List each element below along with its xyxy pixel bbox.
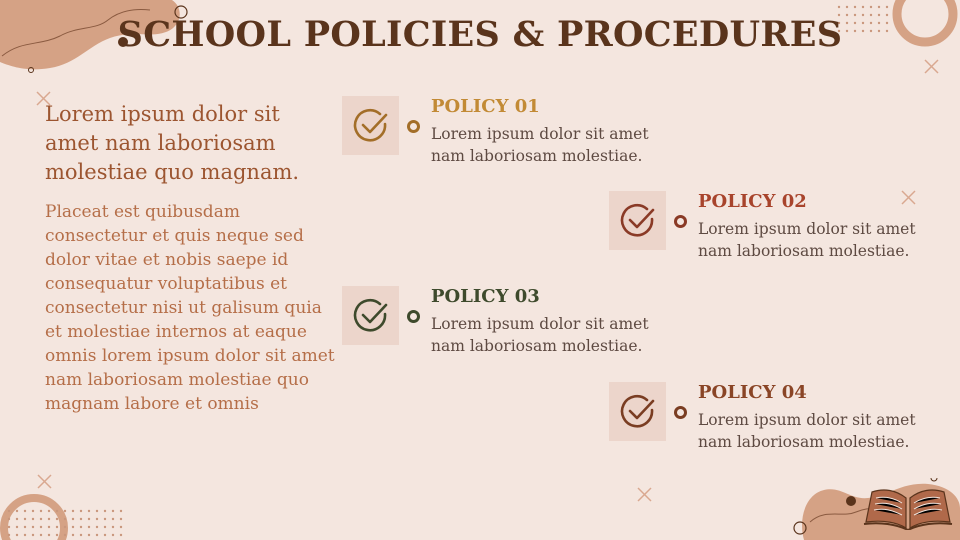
timeline-dot (674, 406, 687, 419)
open-book-icon (862, 484, 954, 530)
icon-box (609, 191, 666, 250)
policy-title: POLICY 02 (698, 191, 807, 212)
policy-text (431, 286, 661, 357)
icon-box (342, 286, 399, 345)
policy-description: Lorem ipsum dolor sit amet nam laboriosam molestiae. (431, 315, 649, 355)
timeline-dot (407, 310, 420, 323)
policy-description: Lorem ipsum dolor sit amet nam laboriosam molestiae. (698, 411, 916, 451)
cross-icon (924, 59, 939, 74)
check-circle-icon (619, 393, 657, 431)
cross-icon (637, 487, 652, 502)
icon-box (609, 382, 666, 441)
icon-box (342, 96, 399, 155)
check-circle-icon (352, 297, 390, 335)
timeline-dot (407, 120, 420, 133)
policy-item-03 (342, 286, 661, 357)
policy-text (698, 382, 928, 453)
policy-item-01 (342, 96, 661, 167)
check-circle-icon (619, 202, 657, 240)
cross-icon (37, 474, 52, 489)
policy-description: Lorem ipsum dolor sit amet nam laboriosam molestiae. (431, 125, 649, 165)
policy-title: POLICY 03 (431, 286, 540, 307)
check-circle-icon (352, 107, 390, 145)
policy-item-02 (609, 191, 928, 262)
timeline-dot (674, 215, 687, 228)
lead-text: Lorem ipsum dolor sit amet nam laboriosam molestiae quo magnam. (45, 102, 300, 184)
policy-text (431, 96, 661, 167)
policy-title: POLICY 01 (431, 96, 540, 117)
policy-description: Lorem ipsum dolor sit amet nam laboriosam molestiae. (698, 220, 916, 260)
policy-text (698, 191, 928, 262)
policy-item-04 (609, 382, 928, 453)
bottom-left-dots-decoration (6, 508, 126, 540)
policy-title: POLICY 04 (698, 382, 807, 403)
page-title: SCHOOL POLICIES & PROCEDURES (117, 14, 843, 55)
body-text: Placeat est quibusdam consectetur et quis neque sed dolor vitae et nobis saepe id consequatur voluptatibus et consectetur nisi ut galisum quia et molestiae internos at eaque omnis lorem ipsum dolor sit amet nam laboriosam molestiae quo magnam labore et omnis (45, 202, 335, 414)
